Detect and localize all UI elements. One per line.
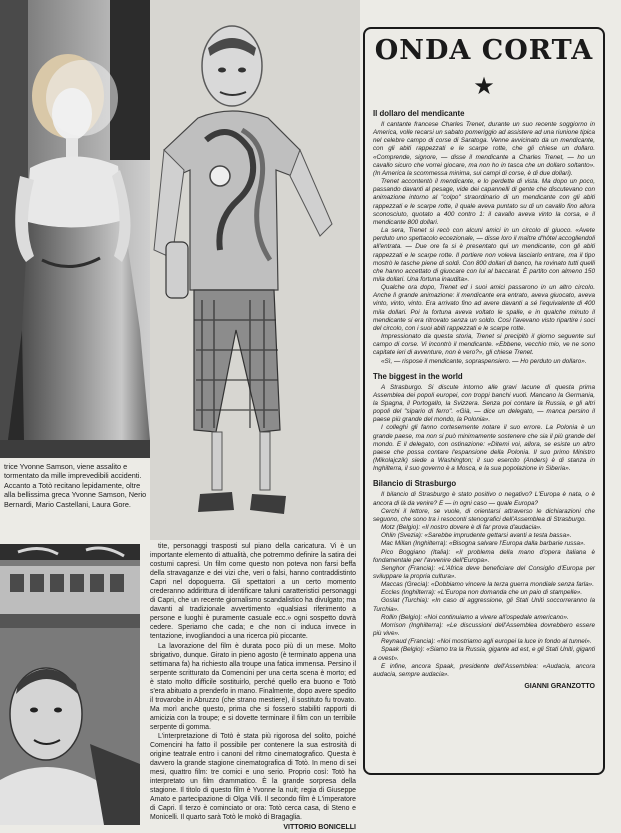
film-article [150, 542, 356, 833]
section-paragraph: «Sì, — rispose il mendicante, sopraspensiero. — Ho perduto un dollaro». [381, 357, 587, 365]
photo-toto-standing [150, 0, 360, 540]
article-signature: VITTORIO BONICELLI [283, 824, 356, 832]
section-paragraph: Rollin (Belgio): «Noi continuiamo a vivere all'ospedale americano». [381, 613, 569, 621]
section-paragraph: E infine, ancora Spaak, presidente dell'Assemblea: «Audacia, ancora audacia, sempre audacia». [373, 662, 595, 678]
section-paragraph: I colleghi gli fanno cortesemente notare il suo errore. La Polonia è un grande paese, ma non si può minimamente sostenere che sia il più grande del mondo. E il delegato, con ostinazione: «Ditemi voi, allora, se esiste un altro paese che possa contare l'espansione della Polonia. Il suo primo Ministro (Mikolajczik) siede a Washington; il suo esercito (Anders) è di stanza in Inghilterra, il suo governo è a Mosca, e la sua popolazione in Siberia». [373, 424, 595, 473]
column-byline: GIANNI GRANZOTTO [524, 683, 595, 690]
section-title: Bilancio di Strasburgo [373, 479, 457, 489]
section-paragraph: Senghor (Francia): «L'Africa deve beneficiare del Consiglio d'Europa per sviluppare la propria cultura». [373, 564, 595, 580]
section-biggest [373, 372, 595, 474]
star-icon: ★ [473, 73, 495, 100]
section-paragraph: Qualche ora dopo, Trenet ed i suoi amici passarono in un altro circolo. Anche lì grande animazione: il mendicante era entrato, aveva giuocato, aveva vinto, vinto, vinto. Era arrivato fino ad avere davanti a sé l'equivalente di 400 mila dollari. Poi la fortuna aveva voltato le spalle, e in qualche minuto il mendicante si era ritrovato senza un soldo. Così l'avevano visto ripartire i soci del circolo, con i suoi abiti rappezzati e le scarpe rotte. [373, 284, 595, 332]
photo-yvonne-samson [0, 0, 151, 458]
section-paragraph: Morrison (Inghilterra): «Le discussioni dell'Assemblea dovrebbero essere più vive». [373, 621, 595, 638]
section-paragraph: Goslat (Turchia): «In caso di aggressione, gli Stati Uniti soccorreranno la Turchia». [373, 597, 595, 613]
section-paragraph: Spaak (Belgio): «Siamo tra la Russia, gigante ad est, e gli Stati Uniti, giganti a ovest». [373, 646, 595, 662]
article-paragraph: La lavorazione del film è durata poco più di un mese. Molto sbrigativo, dunque. Girato in pieno agosto (è terminato appena una settimana fa) ha richiesto alla troupe una fatica immensa. Persino il serpente scritturato da Comencini per una certa scena è morto; ed è stato molto difficile sostituirlo, perché quello era buono e Totò s'era abituato a prenderlo in mano. Finalmente, dopo avere spedito il trovarobe in Abruzzo (che strano mestiere), il sostituto fu trovato. Ma morì anche questo, prima che si fossero stabiliti rapporti di amicizia con la troupe; e si dovette terminare il film con un terribile serpente di gomma. [150, 642, 356, 731]
section-paragraph: Cerchi il lettore, se vuole, di orientarsi attraverso le dichiarazioni che seguono, che sono tra i resoconti stenografici dell'Assemblea di Strasburgo. [373, 507, 595, 523]
section-paragraph: Impressionato da questa storia, Trenet si precipitò il giorno seguente sul campo di corse. Vi incontrò il mendicante. «Ebbene, vecchio mio, ve ne sono capitate ieri di avventure, non è vero?», gli chiese Trenet. [373, 333, 595, 357]
column-masthead: ONDA CORTA [374, 35, 594, 66]
photo-toto-interior [0, 544, 140, 825]
section-paragraph: Trenet accontentò il mendicante, e lo perdette di vista. Ma dopo un poco, passando davanti al pesage, vide dei capannelli di gente che discutevano con animazione intorno al "colpo" straordinario di un mendicante con gli abiti rappezzati e le scarpe rotte, il quale aveva puntato su di un cavallo fino allora sconosciuto, quotato a 400 contro 1: il cavallo aveva vinto la corsa, e il mendicante 800 dollari. [373, 178, 595, 226]
section-paragraph: Reynaud (Francia): «Noi mostriamo agli europei la luce in fondo al tunnel». [381, 638, 592, 646]
section-paragraph: La sera, Trenet si recò con alcuni amici in un circolo di giuoco. «Avete perduto uno spettacolo eccezionale, — disse loro il maître d'hôtel accogliendoli all'entrata. — Due ore fa si è presentato qui un mendicante, con gli abiti rappezzati e le scarpe rotte. Il portiere non voleva lasciarlo entrare, ma il tipo mostrò le tasche piene di soldi. Con 800 dollari di banco, ha rovinato tutti quelli che hanno accettato di giuocare con lui al baccarat. È partito con almeno 150 mila dollari. Una fortuna inaudita». [373, 227, 595, 283]
section-paragraph: Ohlin (Svezia): «Sarebbe imprudente gettarsi avanti a testa bassa». [381, 532, 572, 540]
section-title: Il dollaro del mendicante [373, 109, 465, 118]
article-paragraph: tite, personaggi trasposti sul piano della caricatura. Vi è un importante elemento di attualità, che potremmo definire la satira dei costumi capresi. Un film come questo non poteva non farsi beffa della stravaganze e dei vizi che, veri o falsi, hanno contraddistinto Capri nel dopoguerra. Gli spettatori a un certo momento crederanno addirittura di identificare taluni caratteristici personaggi di Capri, che un recente giornalismo scandalistico ha divulgato; ma davanti al tradizionale avvertimento «qualsiasi riferimento a persone e luoghi è puramente casuale ecc.» ogni sospetto dovrà cedere. Speriamo che cada; e che non ci induca invece in tentazione, invogliandoci a una ricerca più piccante. [150, 543, 356, 641]
section-title: The biggest in the world [373, 371, 463, 381]
photo-caption: trice Yvonne Samson, viene assalito e tormentato da mille imprevedibili accidenti. Accanto a Totò recitano lepidamente, oltre alla bellissima greca Yvonne Samson, Nerio Bernardi, Mario Castellani, Laura Gore. [4, 462, 147, 509]
section-paragraph: Il cantante francese Charles Trenet, durante un suo recente soggiorno in America, volle recarsi un sabato pomeriggio ad assistere ad una riunione tipica nel celebre campo di corse di Saratoga. Venne avvicinato da un mendicante, con gli abiti rappezzati e le scarpe rotte, che gli chiese un dollaro. «Comprende, signore, — disse il mendicante a Charles Trenet, — ho un cavallo sicuro che vorrei giocare, ma non ho in tasca che un dollaro soltanto». (In America la scommessa minima, sui campi di corse, è di due dollari). [373, 121, 595, 177]
onda-corta-column [363, 27, 605, 775]
section-paragraph: Mac Millan (Inghilterra): «Bisogna salvare l'Europa dalla barbarie russa». [381, 540, 586, 548]
section-paragraph: Motz (Belgio): «Il nostro dovere è di far prova d'audacia». [381, 524, 542, 532]
section-paragraph: Il bilancio di Strasburgo è stato positivo o negativo? L'Europa è nata, o è ancora di là da venire? E — in ogni caso — quale Europa? [373, 491, 595, 507]
section-paragraph: Maccas (Grecia): «Dobbiamo vincere la terza guerra mondiale senza farla». [381, 581, 594, 589]
section-paragraph: Eccles (Inghilterra): «L'Europa non domanda che un paio di stampelle». [381, 589, 583, 597]
article-paragraph: L'interpretazione di Totò è stata più rigorosa del solito, poiché Comencini ha fatto il possibile per contenere la sua estrosità di origine teatrale entro i canoni del ritmo cinematografico. Questa è davvero la grande stagione cinematografica di Totò. In meno di sei mesi, quattro film: tre comici e uno serio. Proprio così: Totò ha interpretato un film drammatico. È la grande sorpresa della stagione. Il titolo di questo film è Yvonne la nuit; regia di Giuseppe Amato e partecipazione di Olga Villi. Il secondo film è L'imperatore di Capri. Il terzo è cominciato or ora: Totò cerca casa, di Steno e Monicelli. Il quarto sarà Totò le mokò di Bragaglia. [150, 732, 356, 822]
section-paragraph: Pico Boggiano (Italia): «Il problema della mano d'opera italiana è fondamentale per l'avvenire dell'Europa». [373, 548, 595, 564]
section-dollaro [373, 109, 595, 366]
section-bilancio [373, 479, 595, 679]
section-paragraph: A Strasburgo. Si discute intorno alle gravi lacune di questa prima Assemblea dei popoli europei, con troppi banchi vuoti. Mancano la Germania, la Spagna, il Portogallo, la Svizzera. Senza poi contare la Russia, e gli altri popoli del "sipario di ferro". «Già, — dice un delegato, — manca persino il paese più grande del mondo, la Polonia». [373, 383, 595, 424]
